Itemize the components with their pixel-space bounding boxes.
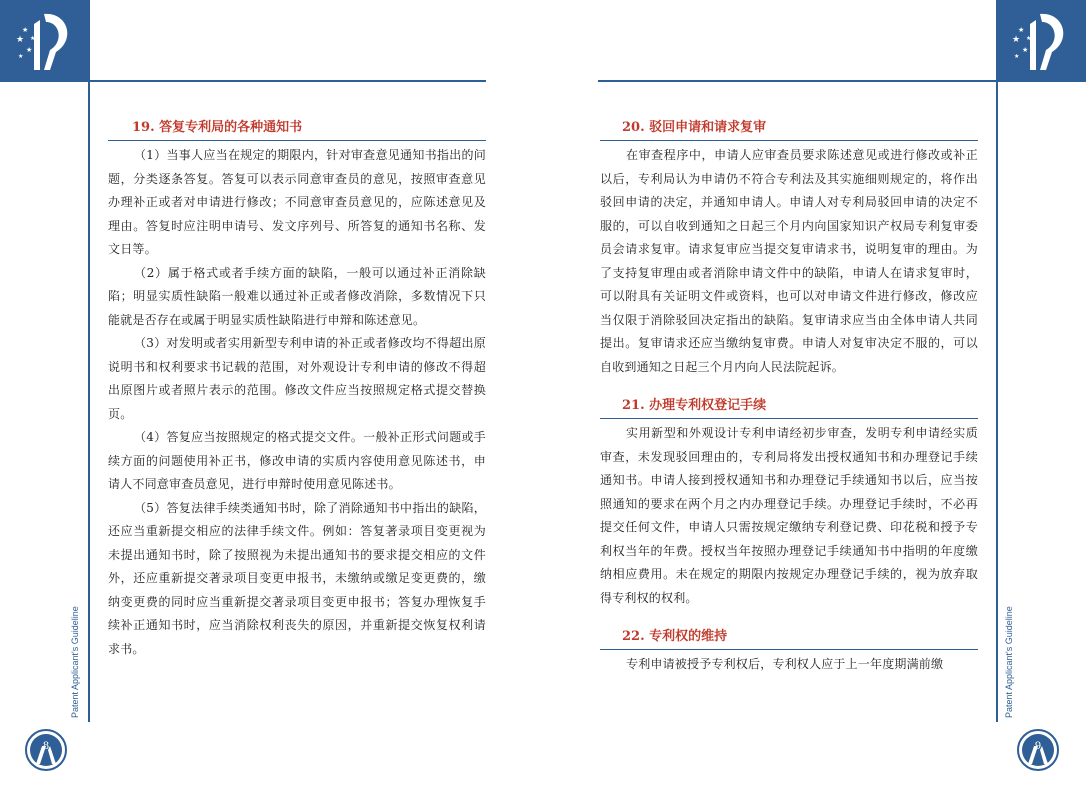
margin-rule-left (88, 82, 90, 722)
section-heading-19: 19. 答复专利局的各种通知书 (108, 118, 486, 141)
svg-text:★: ★ (16, 35, 25, 45)
svg-text:★: ★ (18, 53, 24, 60)
section-heading-20: 20. 驳回申请和请求复审 (600, 118, 978, 141)
side-running-title-left: Patent Applicant's Guideline (70, 606, 80, 718)
paragraph-19-3: （3）对发明或者实用新型专利申请的补正或者修改均不得超出原说明书和权利要求书记载的范围，对外观设计专利申请的修改不得超出原图片或者照片表示的范围。修改文件应当按照规定格式提交替换页。 (108, 336, 486, 421)
paragraph-19-1: （1）当事人应当在规定的期限内，针对审查意见通知书指出的问题，分类逐条答复。答复可以表示同意审查员的意见，按照审查意见办理补正或者对申请进行修改；不同意审查员意见的，应陈述意见及理由。答复时应注明申请号、发文序列号、所答复的通知书名称、发文日等。 (108, 148, 486, 256)
header-rule-left (88, 80, 486, 82)
paragraph-19-2: （2）属于格式或者手续方面的缺陷，一般可以通过补正消除缺陷；明显实质性缺陷一般难以通过补正或者修改消除，多数情况下只能就是否存在或属于明显实质性缺陷进行申辩和陈述意见。 (108, 265, 486, 327)
svg-text:★: ★ (1022, 46, 1029, 54)
patent-office-logo-icon (996, 0, 1086, 82)
section-heading-22: 22. 专利权的维持 (600, 627, 978, 650)
header-logo-right (996, 0, 1086, 82)
paragraph-19-5: （5）答复法律手续类通知书时，除了消除通知书中指出的缺陷，还应当重新提交相应的法律手续文件。例如：答复著录项目变更视为未提出通知书时，除了按照视为未提出通知书的要求提交相应的文件外，还应重新提交著录项目变更申报书，未缴纳或缴足变更费的，缴纳变更费的同时应当重新提交著录项目变更申报书；答复办理恢复手续补正通知书时，应当消除权利丧失的原因，并重新提交恢复权利请求书。 (108, 500, 486, 656)
svg-text:★: ★ (22, 26, 29, 34)
svg-text:★: ★ (1026, 35, 1032, 42)
margin-rule-right (996, 82, 998, 722)
svg-text:★: ★ (26, 46, 33, 54)
paragraph-22-1: 专利申请被授予专利权后，专利权人应于上一年度期满前缴 (626, 657, 944, 671)
page-number-badge-left (24, 728, 68, 772)
header-rule-right (598, 80, 998, 82)
side-running-title-right: Patent Applicant's Guideline (1004, 606, 1014, 718)
left-page-content (108, 118, 486, 661)
svg-text:★: ★ (1018, 26, 1025, 34)
right-page-content (600, 118, 978, 677)
svg-text:★: ★ (30, 35, 36, 42)
svg-text:★: ★ (1012, 35, 1021, 45)
section-heading-21: 21. 办理专利权登记手续 (600, 396, 978, 419)
page-number-left: 8 (43, 738, 49, 752)
page-number-badge-right (1016, 728, 1060, 772)
paragraph-19-4: （4）答复应当按照规定的格式提交文件。一般补正形式问题或手续方面的问题使用补正书，修改申请的实质内容使用意见陈述书，申请人不同意审查员意见，进行申辩时使用意见陈述书。 (108, 430, 486, 491)
svg-text:★: ★ (1014, 53, 1020, 60)
header-logo-left (0, 0, 90, 82)
page-number-right: 9 (1035, 738, 1041, 752)
patent-office-logo-icon (0, 0, 90, 82)
paragraph-20-1: 在审查程序中，申请人应审查员要求陈述意见或进行修改或补正以后，专利局认为申请仍不符合专利法及其实施细则规定的，将作出驳回申请的决定，并通知申请人。申请人对专利局驳回申请的决定不服的，可以自收到通知之日起三个月内向国家知识产权局专利复审委员会请求复审。请求复审应当提交复审请求书，说明复审的理由。为了支持复审理由或者消除申请文件中的缺陷，申请人在请求复审时，可以附具有关证明文件或资料，也可以对申请文件进行修改，修改应当仅限于消除驳回决定指出的缺陷。复审请求应当由全体申请人共同提出。复审请求还应当缴纳复审费。申请人对复审决定不服的，可以自收到通知之日起三个月内向人民法院起诉。 (600, 148, 978, 374)
paragraph-21-1: 实用新型和外观设计专利申请经初步审查，发明专利申请经实质审查，未发现驳回理由的，专利局将发出授权通知书和办理登记手续通知书。申请人接到授权通知书和办理登记手续通知书以后，应当按照通知的要求在两个月之内办理登记手续。办理登记手续时，不必再提交任何文件，申请人只需按规定缴纳专利登记费、印花税和授予专利权当年的年费。授权当年按照办理登记手续通知书中指明的年度缴纳相应费用。未在规定的期限内按规定办理登记手续的，视为放弃取得专利权的权利。 (600, 426, 978, 605)
